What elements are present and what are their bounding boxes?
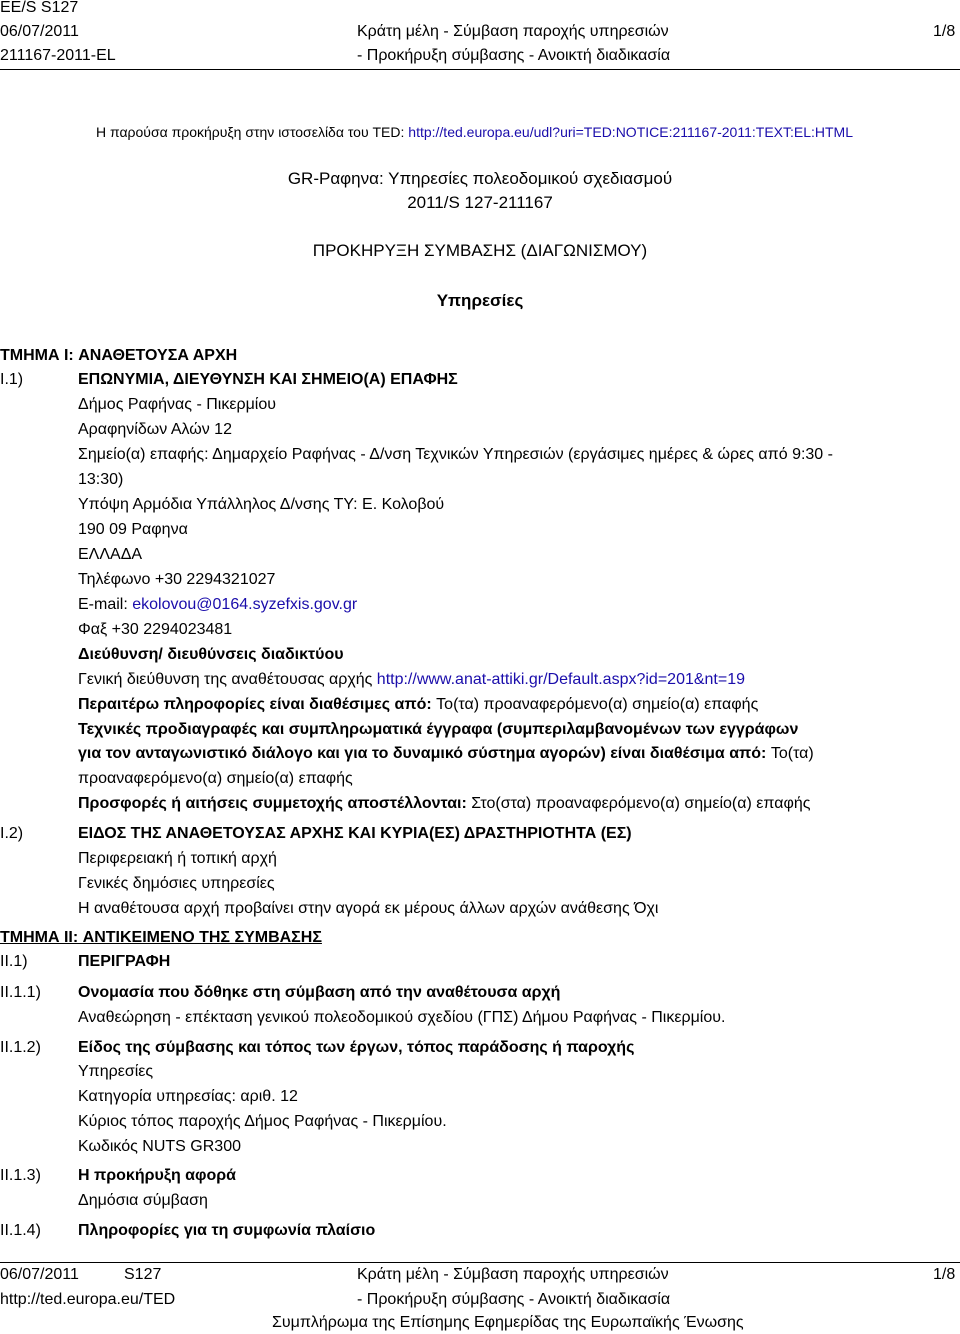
ted-link-prefix: Η παρούσα προκήρυξη στην ιστοσελίδα του TED: [96, 124, 409, 140]
contact-point-line2: 13:30) [78, 471, 124, 488]
purchasing-on-behalf: Η αναθέτουσα αρχή προβαίνει στην αγορά εκ μέρους άλλων αρχών ανάθεσης Όχι [78, 900, 659, 917]
contract-type: Υπηρεσίες [78, 1063, 154, 1080]
email-line [78, 595, 357, 615]
footer-divider [0, 1262, 960, 1263]
footer-date: 06/07/2011 [0, 1266, 79, 1283]
specs-line2 [78, 744, 814, 764]
notice-involves: Δημόσια σύμβαση [78, 1192, 208, 1209]
header-title-line2: - Προκήρυξη σύμβασης - Ανοικτή διαδικασία [357, 47, 671, 64]
i1-title: ΕΠΩΝΥΜΙΑ, ΔΙΕΥΘΥΝΣΗ ΚΑΙ ΣΗΜΕΙΟ(Α) ΕΠΑΦΗΣ [78, 371, 458, 388]
further-info-label: Περαιτέρω πληροφορίες είναι διαθέσιμες από: [78, 696, 437, 713]
footer-ted-link[interactable]: http://ted.europa.eu/TED [0, 1291, 176, 1308]
fax: Φαξ +30 2294023481 [78, 621, 233, 638]
authority-type: Περιφερειακή ή τοπική αρχή [78, 850, 277, 867]
further-info-value: Το(τα) προαναφερόμενο(α) σημείο(α) επαφής [436, 696, 759, 713]
notice-title: GR-Ραφηνα: Υπηρεσίες πολεοδομικού σχεδιασμού [287, 169, 673, 188]
header-page-number: 1/8 [933, 23, 956, 40]
tenders-value: Στο(στα) προαναφερόμενο(α) σημείο(α) επαφής [471, 795, 811, 812]
ii12-number: II.1.2) [0, 1039, 41, 1056]
ii13-title: Η προκήρυξη αφορά [78, 1167, 236, 1184]
general-address-line [78, 670, 745, 690]
notice-category: Υπηρεσίες [436, 291, 524, 310]
ii14-title: Πληροφορίες για τη συμφωνία πλαίσιο [78, 1222, 376, 1239]
org-street: Αραφηνίδων Αλών 12 [78, 421, 232, 438]
contact-attention: Υπόψη Αρμόδια Υπάλληλος Δ/νσης ΤΥ: Ε. Κολοβού [78, 496, 445, 513]
footer-title-line2: - Προκήρυξη σύμβασης - Ανοικτή διαδικασία [357, 1291, 671, 1308]
postal-code-town: 190 09 Ραφηνα [78, 521, 188, 538]
nuts-code: Κωδικός NUTS GR300 [78, 1138, 241, 1155]
tenders-label: Προσφορές ή αιτήσεις συμμετοχής αποστέλλονται: [78, 795, 472, 812]
ii12-title: Είδος της σύμβασης και τόπος των έργων, τόπος παράδοσης ή παροχής [78, 1039, 635, 1056]
header-date: 06/07/2011 [0, 23, 79, 40]
specs-value: Το(τα) [770, 745, 814, 762]
email-link[interactable]: ekolovou@0164.syzefxis.gov.gr [132, 596, 358, 613]
footer-supplement: Συμπλήρωμα της Επίσημης Εφημερίδας της Ευρωπαϊκής Ένωσης [272, 1314, 744, 1331]
general-address-label: Γενική διεύθυνση της αναθέτουσας αρχής [78, 671, 377, 688]
further-info-line [78, 695, 758, 715]
telephone: Τηλέφωνο +30 2294321027 [78, 571, 276, 588]
footer-series: S127 [124, 1266, 162, 1283]
ii13-number: II.1.3) [0, 1167, 41, 1184]
ted-notice-link[interactable]: http://ted.europa.eu/udl?uri=TED:NOTICE:211167-2011:TEXT:EL:HTML [408, 124, 854, 140]
specs-line1: Τεχνικές προδιαγραφές και συμπληρωματικά έγγραφα (συμπεριλαμβανομένων των εγγράφων [78, 721, 799, 738]
footer-title-line1: Κράτη μέλη - Σύμβαση παροχής υπηρεσιών [357, 1266, 669, 1283]
notice-document-type: ΠΡΟΚΗΡΥΞΗ ΣΥΜΒΑΣΗΣ (ΔΙΑΓΩΝΙΣΜΟΥ) [312, 241, 648, 260]
ii11-number: II.1.1) [0, 984, 41, 1001]
ted-link-line [96, 122, 853, 142]
header-title-line1: Κράτη μέλη - Σύμβαση παροχής υπηρεσιών [357, 23, 669, 40]
country: ΕΛΛΑΔΑ [78, 546, 143, 563]
header-series: EE/S S127 [0, 0, 79, 16]
main-site: Κύριος τόπος παροχής Δήμος Ραφήνας - Πικερμίου. [78, 1113, 447, 1130]
specs-label: για τον ανταγωνιστικό διάλογο και για το δυναμικό σύστημα αγορών) είναι διαθέσιμα από: [78, 745, 771, 762]
email-label: E-mail: [78, 596, 133, 613]
footer-page-number: 1/8 [933, 1266, 956, 1283]
notice-reference: 2011/S 127-211167 [407, 193, 553, 212]
tenders-line [78, 794, 810, 814]
ii1-number: II.1) [0, 953, 28, 970]
section1-heading: ΤΜΗΜΑ I: ΑΝΑΘΕΤΟΥΣΑ ΑΡΧΗ [0, 347, 238, 364]
specs-line3: προαναφερόμενο(α) σημείο(α) επαφής [78, 770, 353, 787]
authority-activity: Γενικές δημόσιες υπηρεσίες [78, 875, 275, 892]
i2-title: ΕΙΔΟΣ ΤΗΣ ΑΝΑΘΕΤΟΥΣΑΣ ΑΡΧΗΣ ΚΑΙ ΚΥΡΙΑ(ΕΣ) ΔΡΑΣΤΗΡΙΟΤΗΤΑ (ΕΣ) [78, 825, 632, 842]
header-notice-id: 211167-2011-EL [0, 47, 116, 64]
contract-name: Αναθεώρηση - επέκταση γενικού πολεοδομικού σχεδίου (ΓΠΣ) Δήμου Ραφήνας - Πικερμίου. [78, 1009, 726, 1026]
ii11-title: Ονομασία που δόθηκε στη σύμβαση από την αναθέτουσα αρχή [78, 984, 561, 1001]
service-category: Κατηγορία υπηρεσίας: αριθ. 12 [78, 1088, 298, 1105]
contact-point-line1: Σημείο(α) επαφής: Δημαρχείο Ραφήνας - Δ/νση Τεχνικών Υπηρεσιών (εργάσιμες ημέρες & ώρες από 9:30 - [78, 446, 833, 463]
i1-number: I.1) [0, 371, 24, 388]
section2-heading: ΤΜΗΜΑ II: ΑΝΤΙΚΕΙΜΕΝΟ ΤΗΣ ΣΥΜΒΑΣΗΣ [0, 929, 322, 946]
org-name: Δήμος Ραφήνας - Πικερμίου [78, 396, 276, 413]
ii14-number: II.1.4) [0, 1222, 41, 1239]
ii1-title: ΠΕΡΙΓΡΑΦΗ [78, 953, 171, 970]
internet-heading: Διεύθυνση/ διευθύνσεις διαδικτύου [78, 646, 344, 663]
i2-number: I.2) [0, 825, 24, 842]
general-address-link[interactable]: http://www.anat-attiki.gr/Default.aspx?id=201&nt=19 [376, 671, 746, 688]
header-divider [0, 69, 960, 70]
